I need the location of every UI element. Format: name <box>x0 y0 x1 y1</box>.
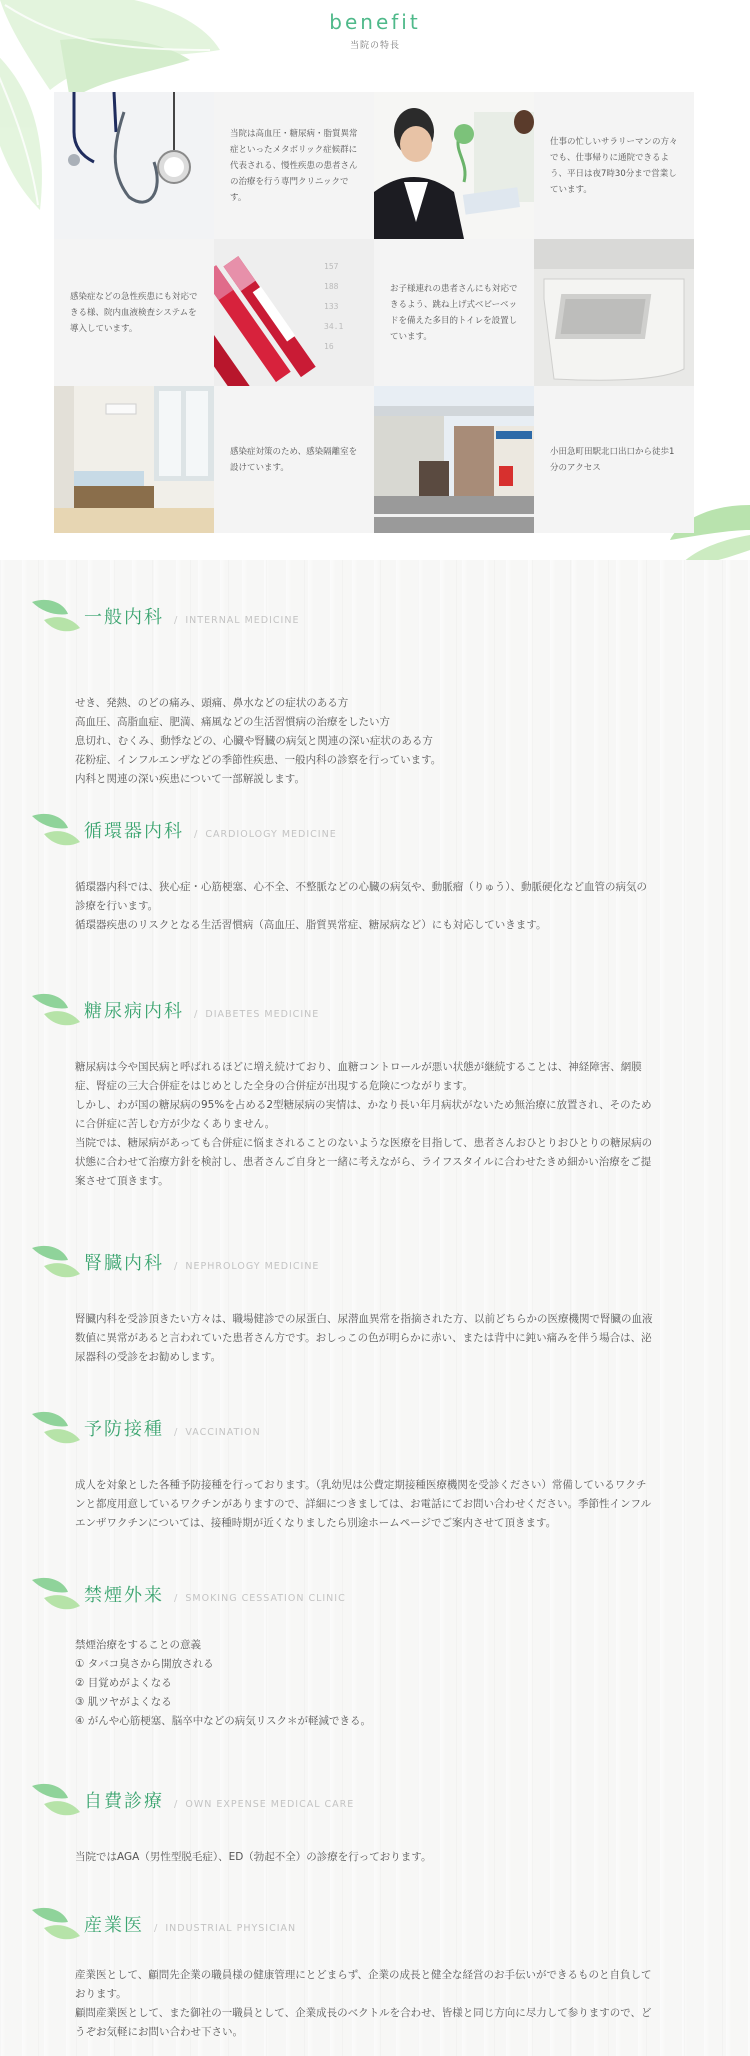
service-description <box>75 694 705 789</box>
text-line: 数値に異常があると言われていた患者さん方です。おしっこの色が明らかに赤い、または背中に鈍い痛みを伴う場合は、泌 <box>75 1332 652 1344</box>
separator: / <box>174 1593 178 1604</box>
service-title-en: INDUSTRIAL PHYSICIAN <box>165 1923 297 1934</box>
text-line: 状態に合わせて治療方針を検討し、患者さんご自身と一緒に考えながら、ライフスタイルに合わせたきめ細かい治療をご提 <box>75 1156 652 1168</box>
service-heading <box>30 1242 730 1282</box>
separator: / <box>174 1427 178 1438</box>
benefit-text-cell <box>534 92 694 239</box>
benefit-text-cell <box>534 386 694 533</box>
text-line: に合併症に苦しむ方が少なくありません。 <box>75 1118 276 1130</box>
text-line: 息切れ、むくみ、動悸などの、心臓や腎臓の病気と関連の深い症状のある方 <box>75 735 433 747</box>
benefit-text: 感染症などの急性疾患にも対応できる様、院内血液検査システムを導入しています。 <box>70 291 198 334</box>
benefit-text: 小田急町田駅北口出口から徒歩1分のアクセス <box>550 446 675 473</box>
benefit-text-cell <box>214 386 374 533</box>
separator: / <box>174 1799 178 1810</box>
separator: / <box>194 1009 198 1020</box>
text-line: 内科と関連の深い疾患について一部解説します。 <box>75 773 305 785</box>
benefit-text-cell <box>214 92 374 239</box>
text-line: 当院ではAGA（男性型脱毛症）、ED（勃起不全）の診療を行っております。 <box>75 1851 432 1863</box>
benefit-text: 仕事の忙しいサラリーマンの方々でも、仕事帰りに通院できるよう、平日は夜7時30分まで営業しています。 <box>550 136 678 195</box>
benefit-title-en: benefit <box>329 10 421 34</box>
service-title: 禁煙外来 <box>84 1585 164 1606</box>
text-line: せき、発熱、のどの痛み、頭痛、鼻水などの症状のある方 <box>75 697 349 709</box>
benefit-grid <box>54 92 694 534</box>
svg-text:34.1: 34.1 <box>324 322 344 331</box>
service-title-en: NEPHROLOGY MEDICINE <box>185 1261 320 1272</box>
svg-text:157: 157 <box>324 262 339 271</box>
service-title: 予防接種 <box>84 1419 164 1440</box>
svg-text:188: 188 <box>324 282 339 291</box>
text-line: 案させて頂きます。 <box>75 1175 169 1187</box>
separator: / <box>154 1923 158 1934</box>
benefit-text: 当院は高血圧・糖尿病・脂質異常症といったメタボリック症候群に代表される、慢性疾患の患者さんの治療を行う専門クリニックです。 <box>230 128 358 203</box>
benefit-title-jp: 当院の特長 <box>349 41 400 51</box>
service-title: 糖尿病内科 <box>84 1001 184 1022</box>
medical-services-section <box>0 560 750 2056</box>
service-title-en: OWN EXPENSE MEDICAL CARE <box>185 1799 355 1810</box>
service-title: 循環器内科 <box>84 821 184 842</box>
service-description <box>75 1966 705 2042</box>
service-heading <box>30 1780 730 1820</box>
text-line: 花粉症、インフルエンザなどの季節性疾患、一般内科の診察を行っています。 <box>75 754 442 766</box>
text-line: ② 目覚めがよくなる <box>75 1677 172 1689</box>
service-title: 一般内科 <box>84 607 164 628</box>
benefit-text-cell <box>374 239 534 386</box>
service-title-en: SMOKING CESSATION CLINIC <box>185 1593 346 1604</box>
text-line: しかし、わが国の糖尿病の95%を占める2型糖尿病の実情は、かなり長い年月病状がないため無治療に放置され、そのため <box>75 1099 652 1111</box>
benefit-heading <box>0 10 750 51</box>
service-title: 腎臓内科 <box>84 1253 164 1274</box>
text-line: 診療を行います。 <box>75 900 159 912</box>
benefit-section <box>0 0 750 560</box>
service-description <box>75 1310 705 1367</box>
text-line: 当院では、糖尿病があっても合併症に悩まされることのないような医療を目指して、患者さんおひとりおひとりの糖尿病の <box>75 1137 653 1149</box>
service-title: 産業医 <box>84 1915 144 1936</box>
service-title-en: DIABETES MEDICINE <box>205 1009 320 1020</box>
blood-tubes-photo <box>214 239 374 386</box>
benefit-text: 感染症対策のため、感染隔離室を設けています。 <box>230 446 358 473</box>
text-line: 循環器内科では、狭心症・心筋梗塞、心不全、不整脈などの心臓の病気や、動脈瘤（りゅう）、動脈硬化など血管の病気の <box>75 881 648 893</box>
service-description <box>75 1476 705 1533</box>
service-heading <box>30 1408 730 1448</box>
leaf-icon <box>30 1574 86 1618</box>
text-line: 症、腎症の三大合併症をはじめとした全身の合併症が出現する危険につながります。 <box>75 1080 473 1092</box>
svg-text:16: 16 <box>324 342 334 351</box>
text-line: うぞお気軽にお問い合わせ下さい。 <box>75 2026 243 2038</box>
svg-text:133: 133 <box>324 302 339 311</box>
benefit-text-cell <box>54 239 214 386</box>
text-line: エンザワクチンについては、接種時期が近くなりましたら別途ホームページでご案内させて頂きます。 <box>75 1517 557 1529</box>
text-line: ンと都度用意しているワクチンがありますので、詳細につきましては、お電話にてお問い合わせください。季節性インフル <box>75 1498 652 1510</box>
text-line: 糖尿病は今や国民病と呼ばれるほどに増え続けており、血糖コントロールが悪い状態が継続することは、神経障害、網膜 <box>75 1061 642 1073</box>
text-line: ④ がんや心筋梗塞、脳卒中などの病気リスク＊が軽減できる。 <box>75 1715 372 1727</box>
text-line: 循環器疾患のリスクとなる生活習慣病（高血圧、脂質異常症、糖尿病など）にも対応していきます。 <box>75 919 547 931</box>
separator: / <box>174 615 178 626</box>
service-title-en: CARDIOLOGY MEDICINE <box>205 829 337 840</box>
stethoscope-photo <box>54 92 214 239</box>
leaf-icon <box>30 1408 86 1452</box>
service-heading <box>30 1574 730 1614</box>
text-line: ① タバコ臭さから開放される <box>75 1658 214 1670</box>
service-heading <box>30 1904 730 1944</box>
station-street-photo <box>374 386 534 533</box>
text-line: おります。 <box>75 1988 127 2000</box>
text-line: 産業医として、顧問先企業の職員様の健康管理にとどまらず、企業の成長と健全な経営のお手伝いができるものと自負して <box>75 1969 652 1981</box>
service-heading <box>30 810 730 850</box>
text-line: 高血圧、高脂血症、肥満、痛風などの生活習慣病の治療をしたい方 <box>75 716 390 728</box>
text-line: 顧問産業医として、また御社の一職員として、企業成長のベクトルを合わせ、皆様と同じ方向に尽力して参りますので、ど <box>75 2007 652 2019</box>
leaf-icon <box>30 1242 86 1286</box>
baby-bed-photo <box>534 239 694 386</box>
benefit-text: お子様連れの患者さんにも対応できるよう、跳ね上げ式ベビーベッドを備えた多目的トイレを設置しています。 <box>390 283 518 342</box>
service-description <box>75 878 705 935</box>
service-title: 自費診療 <box>84 1791 164 1812</box>
service-description <box>75 1636 705 1731</box>
doctor-consultation-photo <box>374 92 534 239</box>
leaf-icon <box>30 990 86 1034</box>
text-line: 成人を対象とした各種予防接種を行っております。（乳幼児は公費定期接種医療機関を受診ください）常備しているワクチ <box>75 1479 647 1491</box>
service-heading <box>30 596 730 636</box>
text-line: 尿器科の受診をお勧めします。 <box>75 1351 222 1363</box>
separator: / <box>174 1261 178 1272</box>
separator: / <box>194 829 198 840</box>
service-description <box>75 1848 705 1867</box>
service-title-en: INTERNAL MEDICINE <box>185 615 300 626</box>
leaf-icon <box>30 596 86 640</box>
leaf-icon <box>30 1904 86 1948</box>
isolation-room-photo <box>54 386 214 533</box>
service-heading <box>30 990 730 1030</box>
text-line: 禁煙治療をすることの意義 <box>75 1639 201 1651</box>
text-line: 腎臓内科を受診頂きたい方々は、職場健診での尿蛋白、尿潜血異常を指摘された方、以前どちらかの医療機関で腎臓の血液 <box>75 1313 653 1325</box>
service-title-en: VACCINATION <box>185 1427 261 1438</box>
text-line: ③ 肌ツヤがよくなる <box>75 1696 172 1708</box>
leaf-icon <box>30 1780 86 1824</box>
leaf-icon <box>30 810 86 854</box>
service-description <box>75 1058 705 1191</box>
